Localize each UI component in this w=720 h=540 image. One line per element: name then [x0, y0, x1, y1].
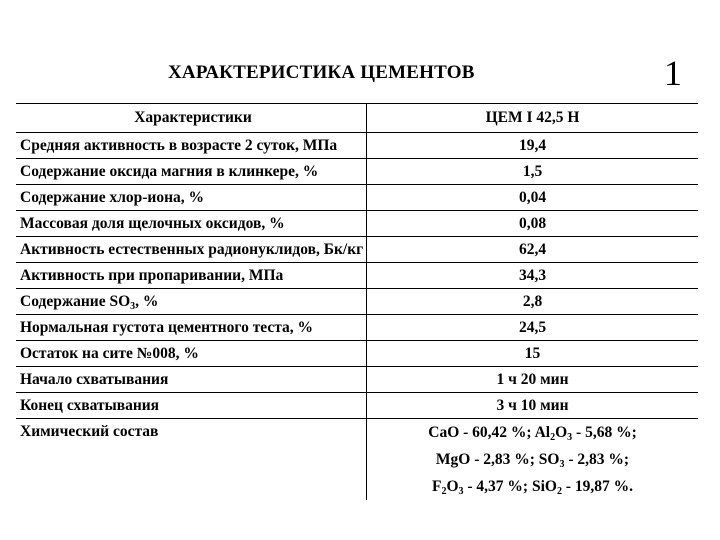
- row-label: [16, 289, 367, 315]
- table-row: [16, 133, 698, 159]
- table-row: [16, 263, 698, 289]
- page-number: 1: [664, 53, 682, 93]
- row-value: 62,4: [367, 237, 699, 263]
- formula-text: - 2,83 %;: [564, 451, 630, 468]
- table-row: [16, 185, 698, 211]
- formula-subscript: 3: [567, 432, 573, 443]
- row-label: Остаток на сите №008, %: [16, 341, 367, 367]
- formula-text: O: [555, 424, 568, 441]
- table-row: [16, 315, 698, 341]
- table-row: [16, 159, 698, 185]
- formula-text: - 5,68 %;: [572, 424, 637, 441]
- formula-text: - 19,87 %.: [561, 478, 633, 495]
- formula-subscript: 3: [458, 486, 464, 497]
- row-value: 1 ч 20 мин: [367, 367, 699, 393]
- row-label: Начало схватывания: [16, 367, 367, 393]
- table-row-chemical: [16, 419, 698, 501]
- row-value: 2,8: [367, 289, 699, 315]
- formula-text: F: [431, 478, 442, 495]
- row-value: 0,04: [367, 185, 699, 211]
- row-value: 15: [367, 341, 699, 367]
- row-value: 34,3: [367, 263, 699, 289]
- table-header-row: [16, 104, 698, 133]
- row-label: Конец схватывания: [16, 393, 367, 419]
- row-value: 1,5: [367, 159, 699, 185]
- row-value: 19,4: [367, 133, 699, 159]
- label-prefix: Содержание SO: [20, 293, 131, 310]
- table-row: [16, 367, 698, 393]
- table-row: [16, 237, 698, 263]
- chem-line: [367, 473, 698, 500]
- row-label: Нормальная густота цементного теста, %: [16, 315, 367, 341]
- header-characteristic: Характеристики: [16, 104, 367, 133]
- chem-line: [367, 446, 698, 473]
- row-label: Содержание хлор-иона, %: [16, 185, 367, 211]
- table-row: [16, 211, 698, 237]
- formula-subscript: 2: [550, 432, 556, 443]
- formula-subscript: 2: [556, 486, 562, 497]
- label-subscript: 3: [130, 301, 136, 312]
- header-value: ЦЕМ I 42,5 Н: [367, 104, 699, 133]
- row-value: 3 ч 10 мин: [367, 393, 699, 419]
- row-label: Средняя активность в возрасте 2 суток, МПа: [16, 133, 367, 159]
- row-label: Активность при пропаривании, МПа: [16, 263, 367, 289]
- row-label: Массовая доля щелочных оксидов, %: [16, 211, 367, 237]
- formula-subscript: 2: [441, 486, 447, 497]
- chem-line: [367, 419, 698, 446]
- cement-characteristics-table: [16, 103, 698, 500]
- label-suffix: , %: [135, 293, 159, 310]
- chemical-composition: [367, 419, 699, 501]
- formula-subscript: 3: [559, 459, 565, 470]
- row-label: Содержание оксида магния в клинкере, %: [16, 159, 367, 185]
- table-row: [16, 289, 698, 315]
- row-value: 0,08: [367, 211, 699, 237]
- formula-text: O: [446, 478, 459, 495]
- row-value: 24,5: [367, 315, 699, 341]
- table-row: [16, 393, 698, 419]
- row-label: Химический состав: [16, 419, 367, 501]
- formula-text: MgO - 2,83 %; SO: [435, 451, 560, 468]
- formula-text: CaO - 60,42 %; Al: [428, 424, 551, 441]
- page-title: ХАРАКТЕРИСТИКА ЦЕМЕНТОВ: [168, 62, 475, 83]
- table-row: [16, 341, 698, 367]
- row-label: Активность естественных радионуклидов, Бк/кг: [16, 237, 367, 263]
- formula-text: - 4,37 %; SiO: [463, 478, 557, 495]
